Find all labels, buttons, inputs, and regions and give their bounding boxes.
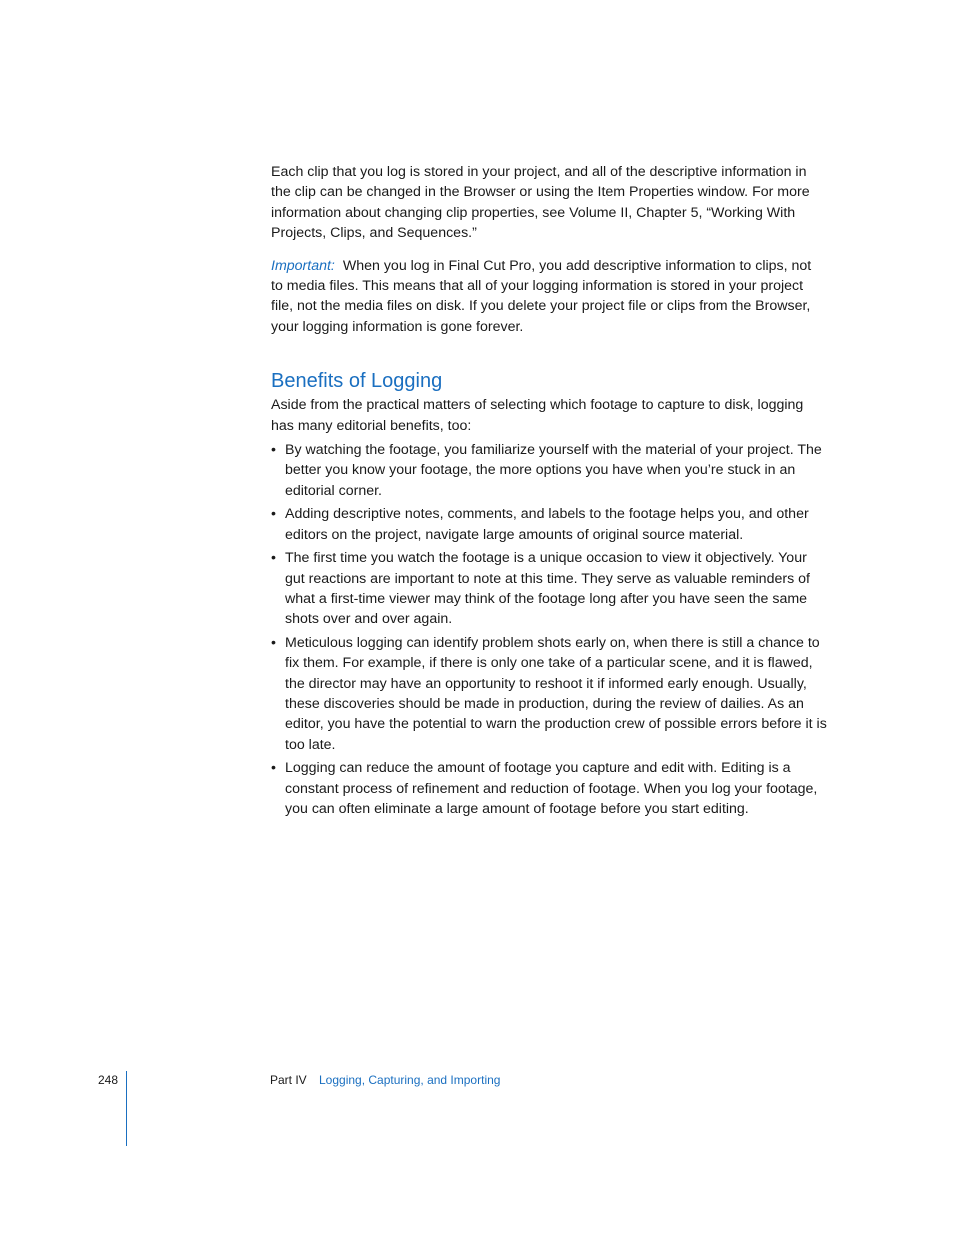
benefits-list xyxy=(271,440,827,819)
section-heading: Benefits of Logging xyxy=(271,370,443,393)
bullet-glyph: • xyxy=(271,760,276,777)
list-item-text: Adding descriptive notes, comments, and labels to the footage helps you, and other editors on the project, navigate large amounts of original source material. xyxy=(285,506,809,543)
bullet-glyph: • xyxy=(271,506,276,523)
bullet-glyph: • xyxy=(271,550,276,567)
list-item xyxy=(271,548,827,630)
list-item-text: Logging can reduce the amount of footage you capture and edit with. Editing is a constant process of refinement and reduction of footage. When you log your footage, you can often eliminate a large amount of footage before you start editing. xyxy=(285,760,818,817)
list-item-text: The first time you watch the footage is a unique occasion to view it objectively. Your gut reactions are important to note at this time. They serve as valuable reminders of what a first-time viewer may think of the footage long after you have seen the same shots over and over again. xyxy=(285,550,810,628)
page-number: 248 xyxy=(98,1073,119,1087)
list-item xyxy=(271,758,827,819)
body-paragraph: Each clip that you log is stored in your project, and all of the descriptive information in the clip can be changed in the Browser or using the Item Properties window. For more information about changing clip properties, see Volume II, Chapter 5, “Working With Projects, Clips, and Sequences.” xyxy=(271,164,810,242)
list-item-text: By watching the footage, you familiarize yourself with the material of your project. The better you know your footage, the more options you have when you’re stuck in an editorial corner. xyxy=(285,442,822,499)
list-item xyxy=(271,504,827,545)
page-footer xyxy=(0,1071,954,1091)
document-body xyxy=(271,162,827,822)
section-intro: Aside from the practical matters of selecting which footage to capture to disk, logging has many editorial benefits, too: xyxy=(271,397,804,434)
important-label: Important: xyxy=(271,257,335,274)
bullet-glyph: • xyxy=(271,442,276,459)
list-item xyxy=(271,440,827,501)
important-note xyxy=(271,256,827,338)
important-text: When you log in Final Cut Pro, you add descriptive information to clips, not to media files. This means that all of your logging information is stored in your project file, not the media files on disk. If you delete your project file or clips from the Browser, your logging information is gone forever. xyxy=(271,257,812,335)
part-title: Logging, Capturing, and Importing xyxy=(319,1073,501,1087)
list-item xyxy=(271,633,827,755)
list-item-text: Meticulous logging can identify problem shots early on, when there is still a chance to fix them. For example, if there is only one take of a particular scene, and it is flawed, the director may have an opportunity to reshoot it if informed early enough. Usually, these discoveries should be made in production, during the review of dailies. As an editor, you have the potential to warn the production crew of possible errors before it is too late. xyxy=(285,634,827,753)
bullet-glyph: • xyxy=(271,634,276,651)
part-label: Part IV xyxy=(270,1073,307,1087)
